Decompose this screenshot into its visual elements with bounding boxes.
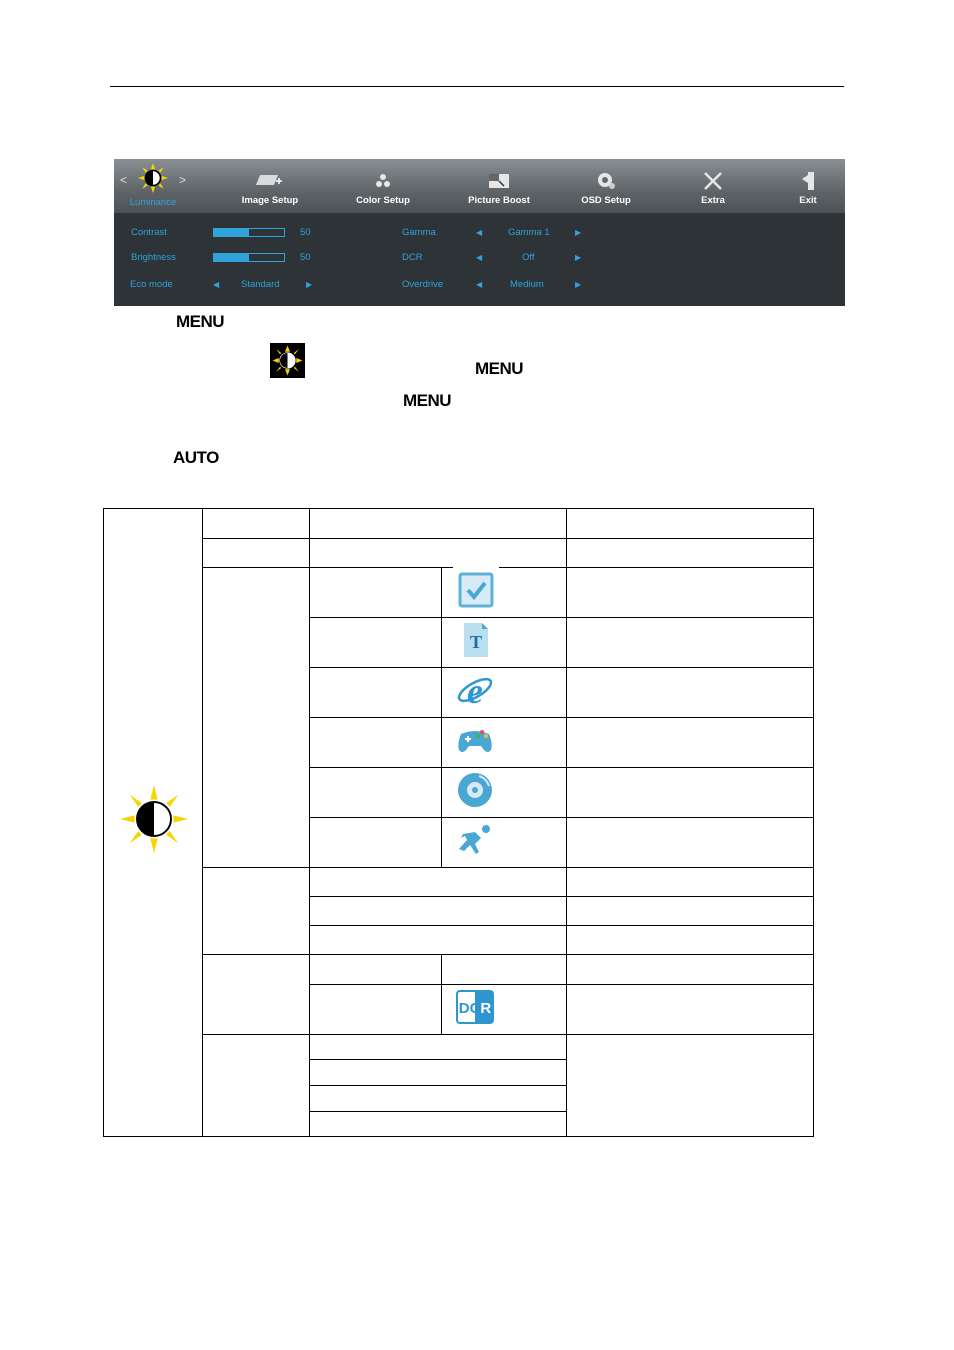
dcr-value: Off [522,252,535,263]
svg-text:T: T [469,632,483,652]
nav-left-icon[interactable]: < [120,173,128,187]
sports-mode-cell [453,818,499,866]
contrast-slider-fill [214,229,249,236]
standard-mode-cell [453,567,499,617]
gamepad-icon [455,720,495,760]
tab-image-setup[interactable] [230,159,310,213]
tab-color-setup[interactable] [342,159,424,213]
osd-setup-icon [592,169,620,193]
text-mode-cell [453,618,499,666]
contrast-slider[interactable] [213,228,285,237]
internet-icon [455,670,495,710]
dcr-next-icon[interactable]: ▶ [575,253,582,262]
tab-label: Extra [701,195,725,206]
tab-luminance[interactable] [114,159,192,213]
tab-extra[interactable] [680,159,746,213]
page-header-rule [110,86,844,87]
gamma-next-icon[interactable]: ▶ [575,228,582,237]
eco-mode-prev-icon[interactable]: ◀ [213,280,220,289]
sports-icon [455,820,495,860]
sun-icon [270,343,305,378]
overdrive-prev-icon[interactable]: ◀ [476,280,483,289]
contrast-label: Contrast [131,227,167,238]
internet-mode-cell [453,668,499,716]
tab-osd-setup[interactable] [566,159,646,213]
tab-label: Picture Boost [468,195,530,206]
image-setup-icon [256,169,284,193]
auto-key-label: AUTO [173,448,219,467]
svg-text:DCR: DCR [458,1000,492,1017]
tab-label: Image Setup [241,195,299,206]
contrast-value: 50 [300,227,311,238]
dcr-cell [453,985,499,1033]
tab-picture-boost[interactable] [454,159,544,213]
game-mode-cell [453,718,499,766]
svg-text:e: e [467,671,483,710]
overdrive-next-icon[interactable]: ▶ [575,280,582,289]
osd-menu [114,159,845,306]
tab-exit[interactable] [778,159,838,213]
luminance-inline-icon [270,343,305,378]
eco-mode-value: Standard [241,279,280,290]
brightness-slider-fill [214,254,249,261]
extra-icon [699,169,727,193]
dcr-prev-icon[interactable]: ◀ [476,253,483,262]
checkbox-icon [456,570,496,610]
text-icon [455,620,495,660]
picture-boost-icon [485,169,513,193]
brightness-slider[interactable] [213,253,285,262]
menu-key-label: MENU [403,391,452,410]
sun-icon [138,163,168,193]
movie-disc-icon [455,770,495,810]
dcr-icon [455,987,495,1027]
menu-key-label: MENU [176,312,225,331]
osd-settings-panel [114,213,845,306]
overdrive-value: Medium [510,279,544,290]
tab-label: Luminance [129,197,177,208]
menu-key-label: MENU [475,359,524,378]
overdrive-label: Overdrive [402,279,444,290]
sun-icon [120,784,188,854]
color-setup-icon [369,169,397,193]
gamma-value: Gamma 1 [508,227,550,238]
movie-mode-cell [453,768,499,816]
gamma-prev-icon[interactable]: ◀ [476,228,483,237]
dcr-label: DCR [402,252,423,263]
nav-right-icon[interactable]: > [179,173,187,187]
tab-label: Exit [799,195,817,206]
luminance-settings-table [103,508,814,1137]
tab-label: Color Setup [356,195,410,206]
eco-mode-next-icon[interactable]: ▶ [306,280,313,289]
exit-icon [794,169,822,193]
brightness-label: Brightness [131,252,176,263]
brightness-value: 50 [300,252,311,263]
tab-label: OSD Setup [581,195,631,206]
eco-mode-label: Eco mode [130,279,173,290]
osd-tab-bar [114,159,845,213]
gamma-label: Gamma [402,227,436,238]
